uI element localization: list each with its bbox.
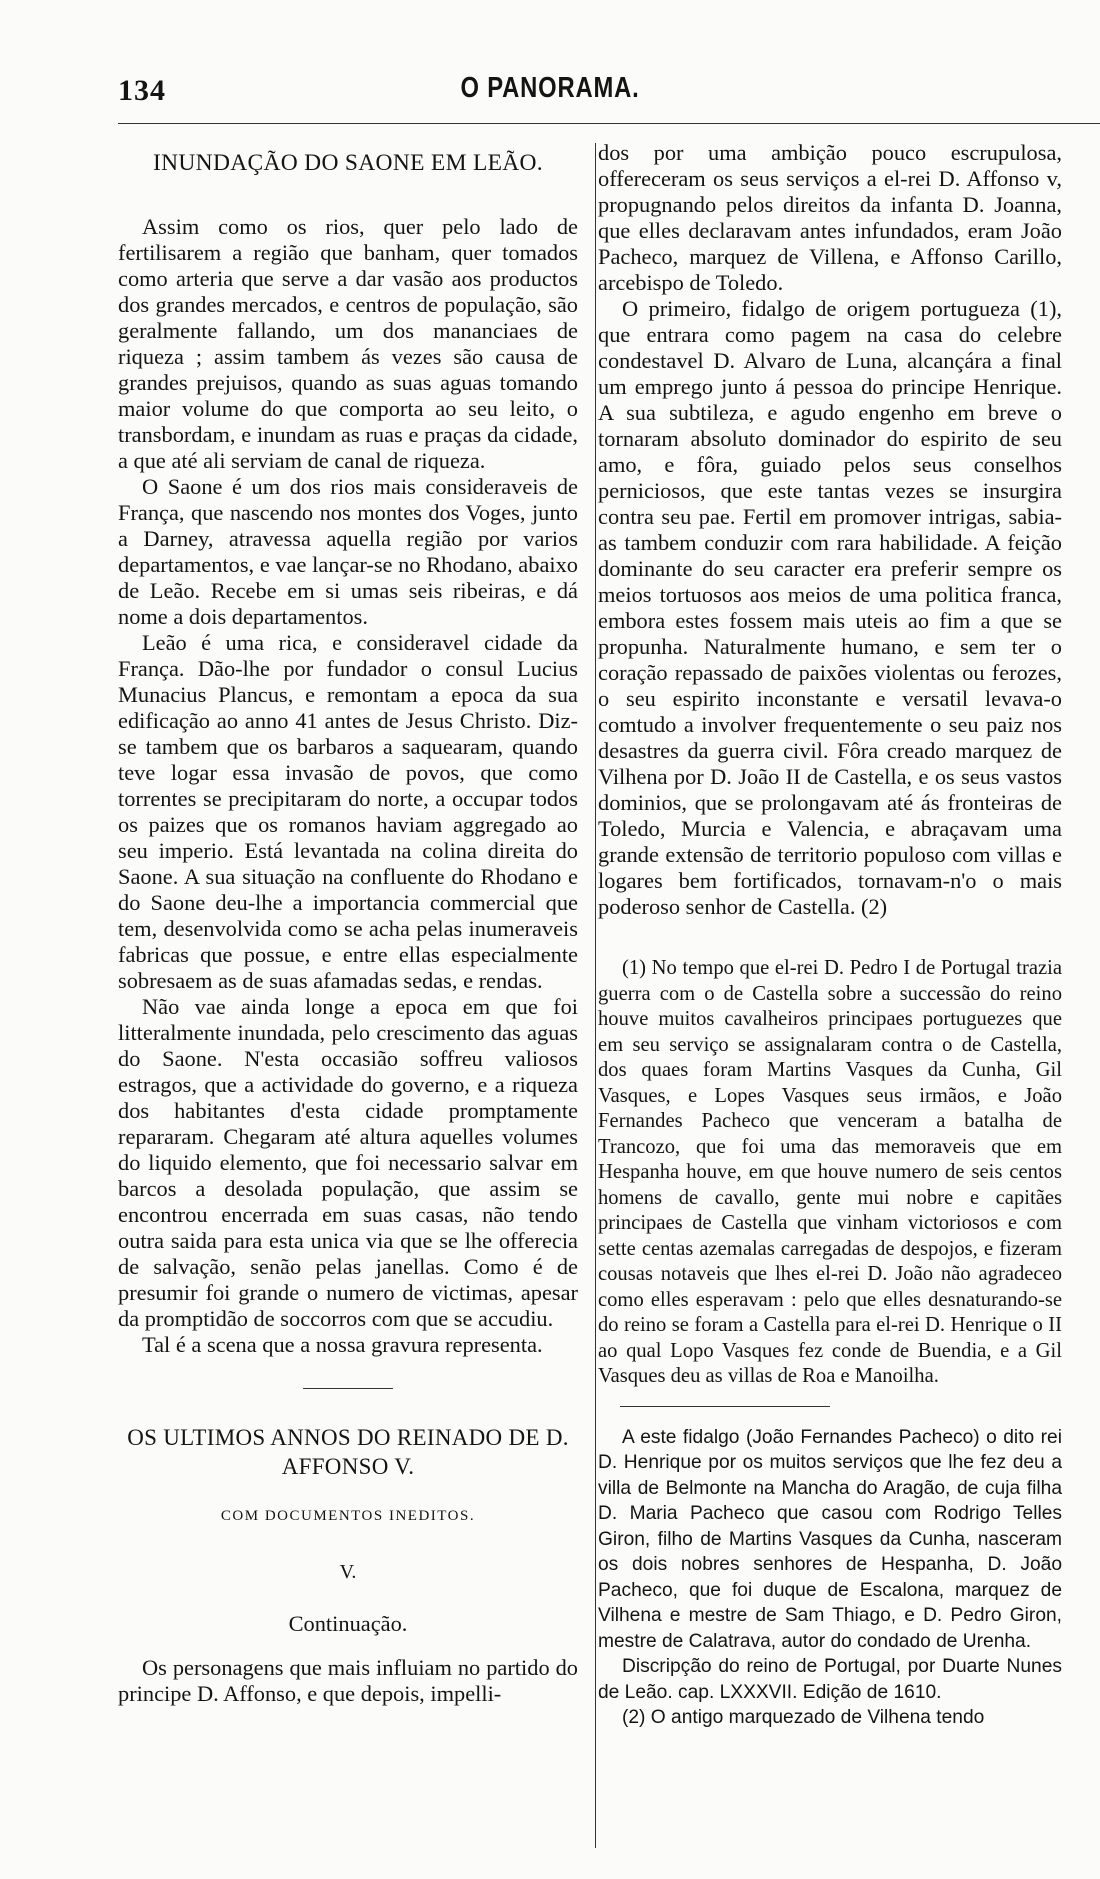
column-divider <box>595 143 596 1848</box>
article-paragraph: Não vae ainda longe a epoca em que foi litteralmente inundada, pelo crescimento das aguas do Saone. N'esta occasião soffreu valiosos estragos, que a actividade do governo, e a riqueza dos habitantes d'esta cidade promptamente repararam. Chegaram até altura aquelles volumes do liquido elemento, que foi necessario salvar em barcos a desolada população, que assim se encontrou encerrada em suas casas, não tendo outra saida para esta unica via que se lhe offerecia de salvação, senão pelas janellas. Como é de presumir foi grande o numero de victimas, apesar da promptidão de soccorros com que se accudiu. <box>118 994 578 1331</box>
article-paragraph: dos por uma ambição pouco escrupulosa, offereceram os seus serviços a el-rei D. Affonso v, propugnando pelos direitos da infanta D. Joanna, que elles declaravam antes infundados, eram João Pacheco, marquez de Villena, e Affonso Carillo, arcebispo de Toledo. <box>598 140 1062 295</box>
section-number: V. <box>339 1561 357 1583</box>
article-paragraph: Assim como os rios, quer pelo lado de fertilisarem a região que banham, quer tomados como arteria que serve a dar vasão aos productos dos grandes mercados, e centros de população, são geralmente fallando, um dos mananciaes de riqueza ; assim tambem ás vezes são causa de grandes prejuisos, quando as suas aguas tomando maior volume do que comporta ao seu leito, o transbordam, e inundam as ruas e praças da cidade, a que até ali serviam de canal de riqueza. <box>118 214 578 473</box>
left-column <box>118 140 578 1869</box>
page-number: 134 <box>118 74 166 107</box>
right-column <box>598 140 1062 1869</box>
article-paragraph: O Saone é um dos rios mais consideraveis de França, que nascendo nos montes dos Voges, junto a Darney, atravessa aquella região por varios departamentos, e vae lançar-se no Rhodano, abaixo de Leão. Recebe em si umas seis ribeiras, e dá nome a dois departamentos. <box>118 474 578 629</box>
article-paragraph: Leão é uma rica, e consideravel cidade da França. Dão-lhe por fundador o consul Lucius Munacius Plancus, e remontam a epoca da sua edificação ao anno 41 antes de Jesus Christo. Diz-se tambem que os barbaros a saquearam, quando teve logar essa invasão de povos, que como torrentes se precipitaram do norte, a occupar todos os paizes que os romanos haviam aggregado ao seu imperio. Está levantada na colina direita do Saone. A sua situação na confluente do Rhodano e do Saone deu-lhe a importancia commercial que tem, desenvolvida como se acha pelas inumeraveis fabricas que possue, e entre ellas especialmente sobresaem as de suas afamadas sedas, e rendas. <box>118 630 578 993</box>
header-rule <box>118 123 1100 124</box>
footnote: Discripção do reino de Portugal, por Duarte Nunes de Leão. cap. LXXXVII. Edição de 1610. <box>598 1656 1062 1703</box>
footnote: A este fidalgo (João Fernandes Pacheco) o dito rei D. Henrique por os muitos serviços que lhe fez deu a villa de Belmonte na Mancha do Aragão, de cuja filha D. Maria Pacheco que casou com Rodrigo Telles Giron, filho de Martins Vasques da Cunha, nasceram os dois nobres senhores de Hespanha, D. João Pacheco, que foi duque de Escalona, marquez de Vilhena e mestre de Sam Thiago, e D. Pedro Giron, mestre de Calatrava, autor do condado de Urenha. <box>598 1426 1062 1652</box>
section-subheading: COM DOCUMENTOS INEDITOS. <box>220 1508 476 1524</box>
running-title: O PANORAMA. <box>460 72 640 104</box>
section-separator <box>303 1388 393 1389</box>
article-paragraph: Tal é a scena que a nossa gravura representa. <box>142 1332 543 1357</box>
section-heading: OS ULTIMOS ANNOS DO REINADO DE D. AFFONSO V. <box>127 1425 569 1479</box>
article-paragraph: Os personagens que mais influiam no partido do principe D. Affonso, e que depois, impelli- <box>118 1655 578 1706</box>
article-heading: INUNDAÇÃO DO SAONE EM LEÃO. <box>153 150 543 176</box>
continuation-label: Continuação. <box>288 1611 408 1636</box>
footnote: (1) No tempo que el-rei D. Pedro I de Portugal trazia guerra com o de Castella sobre a successão do reino houve muitos cavalheiros principaes portuguezes que em seu serviço se assignalaram contra o de Castella, dos quaes foram Martins Vasques da Cunha, Gil Vasques, e Lopes Vasques seus irmãos, e João Fernandes Pacheco que venceram a batalha de Trancozo, que foi uma das memoraveis que em Hespanha houve, em que houve numero de seis centos homens de cavallo, gente mui nobre e capitães principaes de Castella que vinham victoriosos e com sette centas azemalas carregadas de despojos, e fizeram cousas notaveis que lhes el-rei D. João não agradeceo como elles esperavam : pelo que elles desnaturando-se do reino se foram a Castella para el-rei D. Henrique o II ao qual Lopo Vasques fez conde de Buendia, e a Gil Vasques deu as villas de Roa e Manoilha. <box>598 957 1062 1387</box>
footnote: (2) O antigo marquezado de Vilhena tendo <box>622 1707 985 1728</box>
footnote-separator <box>620 1406 830 1407</box>
article-paragraph: O primeiro, fidalgo de origem portugueza (1), que entrara como pagem na casa do celebre condestavel D. Alvaro de Luna, alcançára a final um emprego junto á pessoa do principe Henrique. A sua subtileza, e agudo engenho em breve o tornaram absoluto dominador do espirito de seu amo, e fôra, guiado pelos seus conselhos perniciosos, que este tantas vezes se insurgira contra seu pae. Fertil em promover intrigas, sabia-as tambem conduzir com rara habilidade. A feição dominante do seu caracter era preferir sempre os meios tortuosos aos meios de uma politica franca, embora estes fossem mais uteis ao fim a que se propunha. Naturalmente humano, e sem ter o coração repassado de paixões violentas ou ferozes, o seu espirito inconstante e versatil levava-o comtudo a involver frequentemente o seu paiz nos desastres da guerra civil. Fôra creado marquez de Vilhena por D. João II de Castella, e os seus vastos dominios, que se prolongavam até ás fronteiras de Toledo, Murcia e Valencia, e abraçavam uma grande extensão de territorio populoso com villas e logares bem fortificados, tornavam-n'o o mais poderoso senhor de Castella. (2) <box>598 296 1062 919</box>
footnote-gap <box>598 920 1062 956</box>
